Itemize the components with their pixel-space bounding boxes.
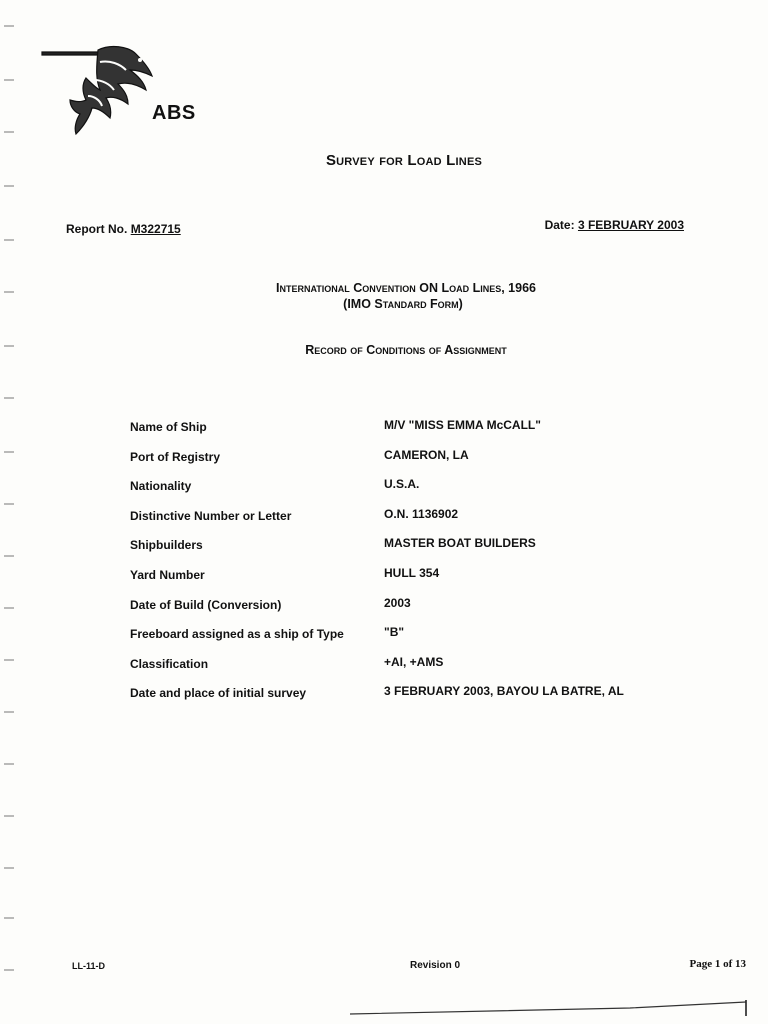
- field-row: [130, 420, 710, 450]
- logo-text: ABS: [152, 102, 196, 124]
- form-code: LL-11-D: [72, 961, 106, 971]
- field-value: M/V "MISS EMMA McCALL": [384, 418, 541, 432]
- convention-line-1: International Convention ON Load Lines, 1966: [275, 281, 536, 295]
- field-row: [130, 447, 710, 480]
- field-row: [130, 654, 710, 687]
- page-number: Page 1 of 13: [689, 958, 746, 970]
- field-value: +AI, +AMS: [384, 654, 444, 669]
- field-row: [130, 506, 710, 539]
- field-label: Name of Ship: [130, 420, 207, 434]
- convention-heading: [0, 280, 768, 312]
- field-label: Date and place of initial survey: [130, 686, 307, 701]
- field-row: [130, 479, 710, 509]
- report-date: [545, 218, 684, 232]
- field-value: "B": [384, 625, 405, 640]
- field-value: U.S.A.: [384, 477, 420, 492]
- report-label: Report No.: [66, 222, 128, 236]
- field-value: HULL 354: [384, 565, 440, 580]
- page-bottom-rule: [330, 998, 750, 1018]
- title-text: Survey for Load Lines: [325, 152, 483, 169]
- field-value: 2003: [384, 595, 411, 610]
- field-value: 3 FEBRUARY 2003, BAYOU LA BATRE, AL: [384, 684, 624, 699]
- field-value: O.N. 1136902: [384, 506, 459, 521]
- field-label: Classification: [130, 656, 209, 671]
- record-heading: [0, 343, 768, 357]
- field-label: Yard Number: [130, 567, 205, 582]
- field-value: MASTER BOAT BUILDERS: [384, 536, 536, 551]
- field-label: Shipbuilders: [130, 538, 203, 553]
- record-title: Record of Conditions of Assignment: [305, 343, 507, 357]
- field-value: CAMERON, LA: [384, 447, 469, 462]
- field-label: Freeboard assigned as a ship of Type: [130, 627, 344, 642]
- ship-particulars: [130, 420, 710, 716]
- document-title: [0, 152, 768, 169]
- field-row: [130, 538, 710, 568]
- field-row: [130, 595, 710, 628]
- field-label: Date of Build (Conversion): [130, 597, 282, 612]
- report-value: M322715: [130, 222, 181, 236]
- field-row: [130, 686, 710, 716]
- abs-eagle-logo: [40, 40, 160, 140]
- report-number: [66, 222, 181, 236]
- date-label: Date:: [544, 218, 575, 232]
- field-label: Port of Registry: [130, 449, 221, 464]
- date-value: 3 FEBRUARY 2003: [577, 218, 684, 232]
- revision-label: Revision 0: [410, 960, 461, 971]
- field-label: Nationality: [130, 479, 192, 494]
- convention-line-2: (IMO Standard Form): [343, 297, 463, 311]
- field-row: [130, 627, 710, 657]
- field-label: Distinctive Number or Letter: [130, 508, 292, 523]
- field-row: [130, 565, 710, 598]
